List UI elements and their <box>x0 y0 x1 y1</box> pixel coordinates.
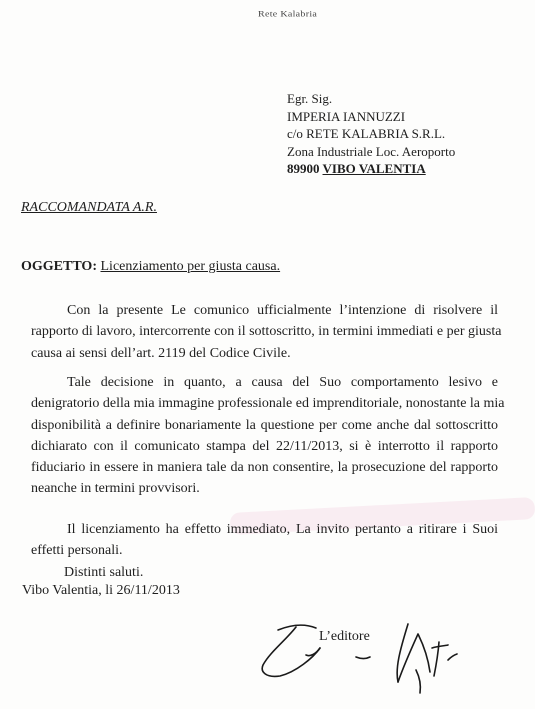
signature-label: L’editore <box>319 629 370 644</box>
closing-greeting: Distinti saluti. <box>64 565 144 580</box>
body-line: Il licenziamento ha effetto immediato, La invito pertanto a ritirare i Suoi <box>67 522 498 537</box>
body-paragraph-3 <box>31 519 498 562</box>
recipient-street: Zona Industriale Loc. Aeroporto <box>287 143 456 159</box>
body-line: causa ai sensi dell’art. 2119 del Codice Civile. <box>31 345 291 361</box>
recipient-company: c/o RETE KALABRIA S.R.L. <box>287 126 446 142</box>
recipient-address <box>287 90 455 178</box>
body-line: rapporto di lavoro, intercorrente con il sottoscritto, in termini immediati e per giusta <box>31 324 502 340</box>
recipient-name: IMPERIA IANNUZZI <box>287 108 406 124</box>
body-paragraph-1 <box>31 300 502 364</box>
body-paragraph-2 <box>31 372 505 500</box>
recipient-salutation: Egr. Sig. <box>287 91 333 106</box>
body-line: disponibilità a definire bonariamente la questione per come anche dal sottoscritto <box>31 417 498 433</box>
place-and-date: Vibo Valentia, li 26/11/2013 <box>22 583 180 598</box>
letterhead-faint: Rete Kalabria <box>258 10 318 19</box>
body-line: Con la presente Le comunico ufficialmente l’intenzione di risolvere il <box>67 303 498 318</box>
body-line: Tale decisione in quanto, a causa del Suo comportamento lesivo e <box>67 375 498 390</box>
subject-line: OGGETTO: Licenziamento per giusta causa. <box>21 259 281 274</box>
body-line: dichiarato con il comunicato stampa del 22/11/2013, si è interrotto il rapporto <box>31 438 498 454</box>
subject-label: OGGETTO <box>21 259 93 274</box>
recipient-city: VIBO VALENTIA <box>322 161 426 177</box>
handwritten-signature <box>258 610 468 705</box>
delivery-method: RACCOMANDATA A.R. <box>21 200 157 215</box>
recipient-city-line <box>287 160 455 178</box>
body-line: denigratorio della mia immagine professionale ed imprenditoriale, nonostante la mia <box>31 396 505 412</box>
body-line: fiduciario in essere in maniera tale da non consentire, la prosecuzione del rapporto <box>31 460 498 476</box>
subject-text: Licenziamento per giusta causa. <box>100 259 281 274</box>
body-line: neanche in termini provvisori. <box>31 481 200 497</box>
body-line: effetti personali. <box>31 543 123 559</box>
recipient-postcode: 89900 <box>287 161 320 177</box>
